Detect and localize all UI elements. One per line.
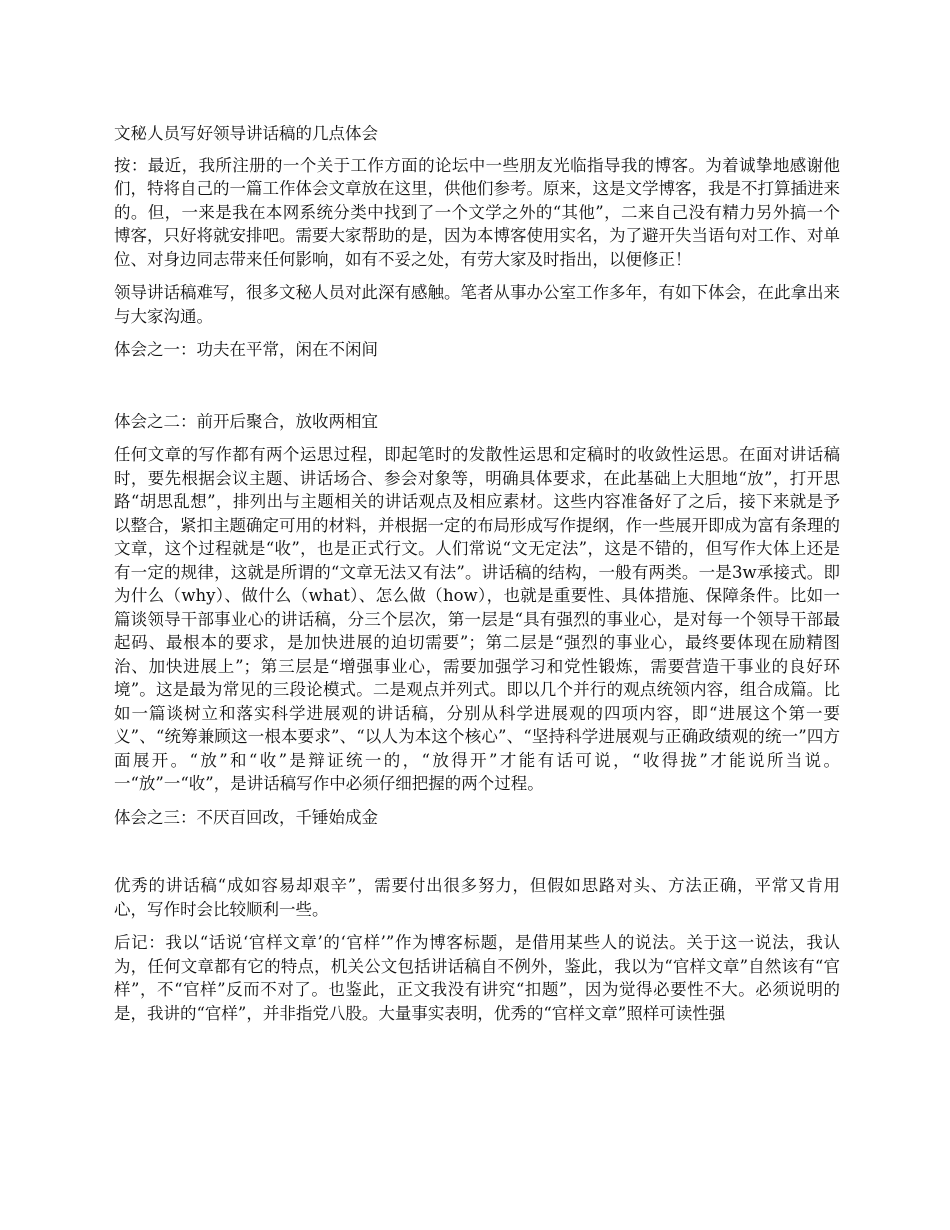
section-heading-3: 体会之三：不厌百回改，千锤始成金	[114, 807, 378, 827]
section-heading-1: 体会之一：功夫在平常，闲在不闲间	[114, 340, 378, 359]
preface-paragraph: 按：最近，我所注册的一个关于工作方面的论坛中一些朋友光临指导我的博客。为着诚挚地感谢他们，特将自己的一篇工作体会文章放在这里，供他们参考。原来，这是文学博客，我是不打算插进来的。但，一来是我在本网系统分类中找到了一个文学之外的“其他”，二来自己没有精力另外搞一个博客，只好将就安排吧。需要大家帮助的是，因为本博客使用实名，为了避开失当语句对工作、对单位、对身边同志带来任何影响，如有不妥之处，有劳大家及时指出，以便修正！	[114, 155, 840, 269]
section-body-3: 优秀的讲话稿“成如容易却艰辛”，需要付出很多努力，但假如思路对头、方法正确，平常又肯用心，写作时会比较顺利一些。	[114, 876, 840, 919]
section-heading-2: 体会之二：前开后聚合，放收两相宜	[114, 411, 378, 431]
section-body-2: 任何文章的写作都有两个运思过程，即起笔时的发散性运思和定稿时的收敛性运思。在面对讲话稿时，要先根据会议主题、讲话场合、参会对象等，明确具体要求，在此基础上大胆地“放”，打开思路“胡思乱想”，排列出与主题相关的讲话观点及相应素材。这些内容准备好了之后，接下来就是予以整合，紧扣主题确定可用的材料，并根据一定的布局形成写作提纲，作一些展开即成为富有条理的文章，这个过程就是“收”，也是正式行文。人们常说“文无定法”，这是不错的，但写作大体上还是有一定的规律，这就是所谓的“文章无法又有法”。讲话稿的结构，一般有两类。一是3w承接式。即为什么（why）、做什么（what）、怎么做（how），也就是重要性、具体措施、保障条件。比如一篇谈领导干部事业心的讲话稿，分三个层次，第一层是“具有强烈的事业心，是对每一个领导干部最起码、最根本的要求，是加快进展的迫切需要”；第二层是“强烈的事业心，最终要体现在励精图治、加快进展上”；第三层是“增强事业心，需要加强学习和党性锻炼，需要营造干事业的良好环境”。这是最为常见的三段论模式。二是观点并列式。即以几个并行的观点统领内容，组合成篇。比如一篇谈树立和落实科学进展观的讲话稿，分别从科学进展观的四项内容，即“进展这个第一要义”、“统筹兼顾这一根本要求”、“以人为本这个核心”、“坚持科学进展观与正确政绩观的统一”四方面展开。“放”和“收”是辩证统一的，“放得开”才能有话可说，“收得拢”才能说所当说。一“放”一“收”，是讲话稿写作中必须仔细把握的两个过程。	[114, 445, 840, 793]
document-page	[114, 122, 840, 1035]
postscript-paragraph: 后记：我以“话说‘官样文章’的‘官样’”作为博客标题，是借用某些人的说法。关于这一说法，我认为，任何文章都有它的特点，机关公文包括讲话稿自不例外，鉴此，我以为“官样文章”自然该有“官样”，不“官样”反而不对了。也鉴此，正文我没有讲究“扣题”，因为觉得必要性不大。必须说明的是，我讲的“官样”，并非指党八股。大量事实表明，优秀的“官样文章”照样可读性强	[114, 933, 840, 1023]
intro-paragraph: 领导讲话稿难写，很多文秘人员对此深有感触。笔者从事办公室工作多年，有如下体会，在此拿出来与大家沟通。	[114, 283, 840, 326]
document-title: 文秘人员写好领导讲话稿的几点体会	[114, 124, 378, 143]
